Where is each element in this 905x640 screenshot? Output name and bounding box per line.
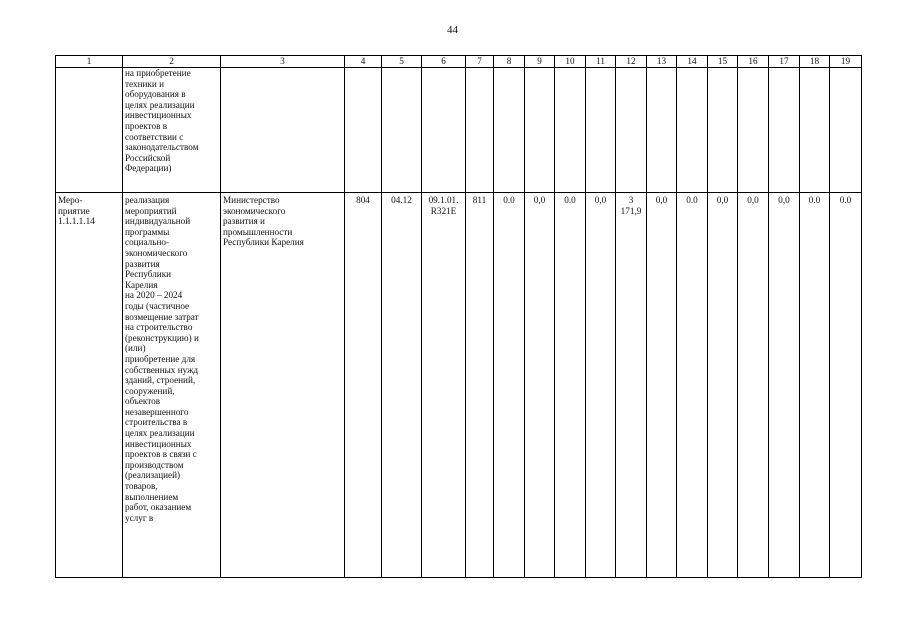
- table-cell: [708, 68, 738, 193]
- table-cell: [830, 68, 862, 193]
- header-cell: 13: [647, 56, 677, 68]
- table-cell: [345, 68, 382, 193]
- header-cell: 11: [586, 56, 616, 68]
- header-cell: 18: [800, 56, 830, 68]
- value-cell: 0,0: [647, 193, 677, 578]
- header-cell: 16: [738, 56, 769, 68]
- value-cell: 3 171,9: [616, 193, 647, 578]
- header-cell: 17: [769, 56, 800, 68]
- table-cell: [616, 68, 647, 193]
- table-cell: [494, 68, 525, 193]
- header-cell: 6: [422, 56, 466, 68]
- expense-type-cell: 811: [466, 193, 494, 578]
- section-code-cell: 04.12: [382, 193, 422, 578]
- header-cell: 5: [382, 56, 422, 68]
- header-cell: 14: [677, 56, 708, 68]
- responsible-executor-cell: Министерство экономического развития и промышленности Республики Карелия: [221, 193, 345, 578]
- value-cell: 0.0: [555, 193, 586, 578]
- table-cell: [555, 68, 586, 193]
- header-cell: 3: [221, 56, 345, 68]
- table-cell: [56, 68, 123, 193]
- table-row-continuation: [56, 68, 862, 193]
- value-cell: 0.0: [830, 193, 862, 578]
- measure-id-cell: Меро- приятие 1.1.1.1.14: [56, 193, 123, 578]
- table-cell: [221, 68, 345, 193]
- value-cell: 0.0: [494, 193, 525, 578]
- value-cell: 0,0: [769, 193, 800, 578]
- header-cell: 7: [466, 56, 494, 68]
- header-cell: 8: [494, 56, 525, 68]
- table-cell: [738, 68, 769, 193]
- header-cell: 2: [123, 56, 221, 68]
- continuation-description-cell: на приобретение техники и оборудования в целях реализации инвестиционных проектов в соответствии с законодательством Российской Федерации): [123, 68, 221, 193]
- table-cell: [466, 68, 494, 193]
- budget-table: [55, 55, 862, 578]
- header-cell: 15: [708, 56, 738, 68]
- value-cell: 0,0: [708, 193, 738, 578]
- table-cell: [422, 68, 466, 193]
- value-cell: 0,0: [586, 193, 616, 578]
- target-article-cell: 09.1.01. R321E: [422, 193, 466, 578]
- table-cell: [525, 68, 555, 193]
- value-cell: 0,0: [525, 193, 555, 578]
- measure-description-cell: реализация мероприятий индивидуальной программы социально- экономического развития Республики Карелия на 2020 – 2024 годы (частичное возмещение затрат на строительство (реконструкцию) и (или) приобретение для собственных нужд зданий, строений, сооружений, объектов незавершенного строительства в целях реализации инвестиционных проектов в связи с производством (реализацией) товаров, выполнением работ, оказанием услуг в: [123, 193, 221, 578]
- table-header-row: [56, 56, 862, 68]
- table-cell: [382, 68, 422, 193]
- gov-code-cell: 804: [345, 193, 382, 578]
- header-cell: 4: [345, 56, 382, 68]
- table-cell: [647, 68, 677, 193]
- header-cell: 12: [616, 56, 647, 68]
- page-number: 44: [447, 24, 458, 36]
- table-cell: [677, 68, 708, 193]
- table-cell: [800, 68, 830, 193]
- value-cell: 0.0: [800, 193, 830, 578]
- value-cell: 0.0: [677, 193, 708, 578]
- header-cell: 10: [555, 56, 586, 68]
- header-cell: 9: [525, 56, 555, 68]
- header-cell: 19: [830, 56, 862, 68]
- table-row-measure: [56, 193, 862, 578]
- table-cell: [769, 68, 800, 193]
- header-cell: 1: [56, 56, 123, 68]
- value-cell: 0,0: [738, 193, 769, 578]
- table-cell: [586, 68, 616, 193]
